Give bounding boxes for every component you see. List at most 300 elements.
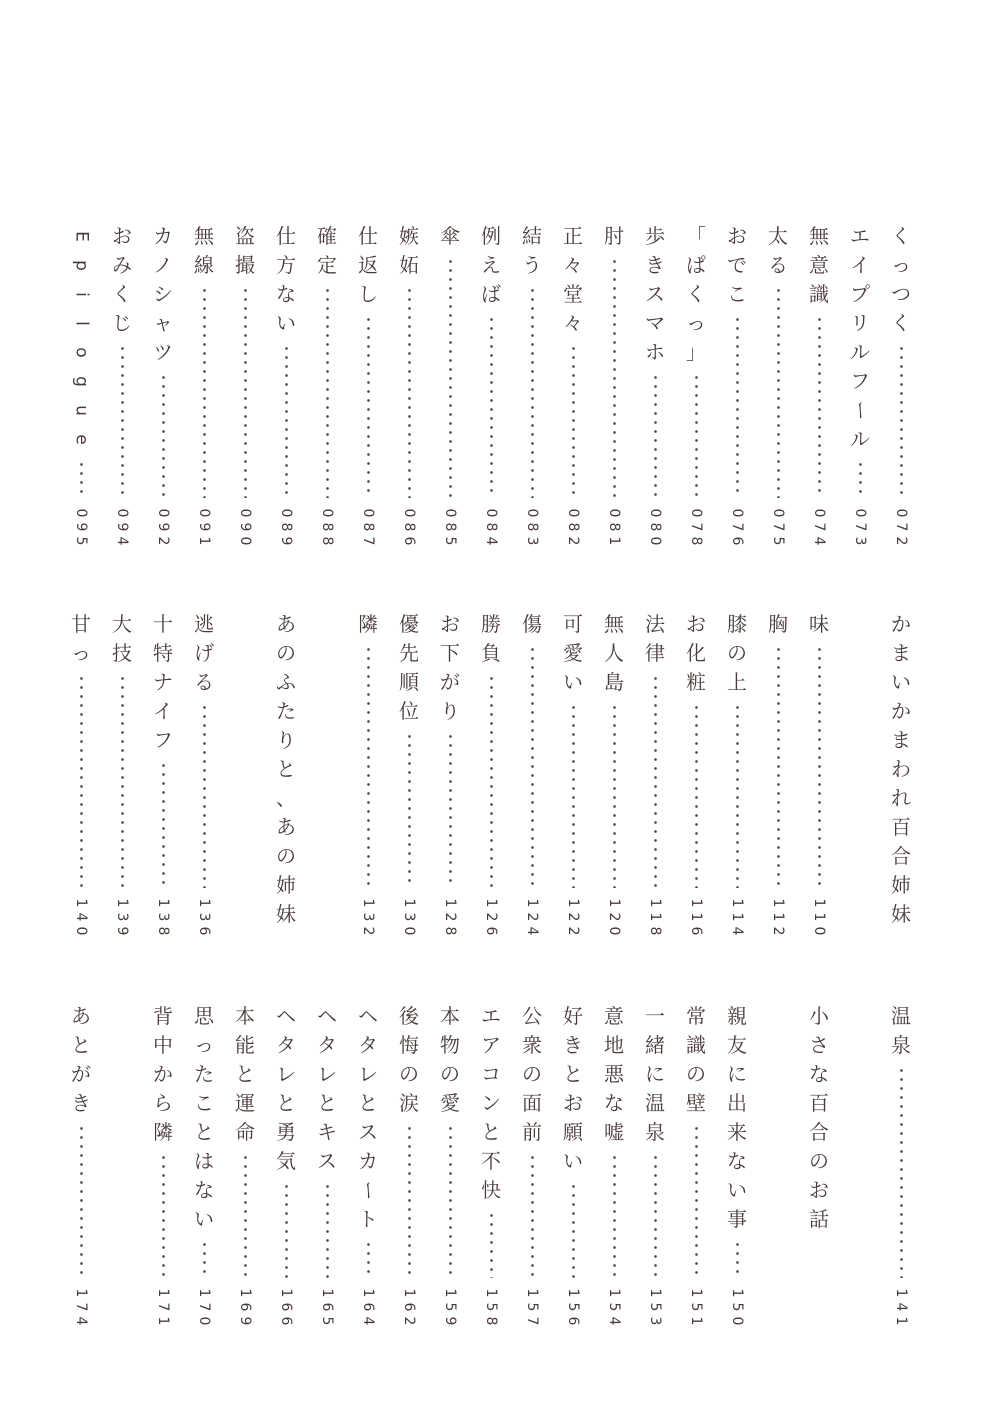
page-digit: 1 xyxy=(606,898,622,908)
page-digit: 0 xyxy=(360,508,376,518)
dot-leader xyxy=(408,286,411,498)
page-digit: 0 xyxy=(155,508,171,518)
dot-leader xyxy=(449,257,452,498)
title-char: 意 xyxy=(604,1004,624,1028)
page-digit: 1 xyxy=(155,1288,171,1298)
page-digit: 2 xyxy=(565,926,581,936)
title-char: の xyxy=(440,1062,460,1086)
page-digit: 0 xyxy=(606,926,622,936)
page-digit: 8 xyxy=(401,522,417,532)
title-char: ナ xyxy=(153,670,173,694)
title-char: 盗 xyxy=(235,224,255,248)
toc-entry xyxy=(355,222,381,548)
page-digit: 0 xyxy=(893,508,909,518)
toc-entry-title xyxy=(642,222,668,367)
dot-leader xyxy=(900,1066,903,1278)
title-char: 前 xyxy=(522,1120,542,1144)
page-number xyxy=(396,506,422,548)
page-digit: 0 xyxy=(811,508,827,518)
toc-entry-title xyxy=(109,222,135,338)
toc-entry-title xyxy=(355,1002,381,1234)
toc-entry-title xyxy=(273,610,299,929)
page-digit: 5 xyxy=(442,1302,458,1312)
page-digit: 6 xyxy=(278,1302,294,1312)
toc-entry xyxy=(888,610,914,938)
page-number xyxy=(314,1286,340,1328)
toc-entry-title xyxy=(806,222,832,309)
page-number xyxy=(68,896,94,938)
title-char: レ xyxy=(358,1062,378,1086)
page-digit: 8 xyxy=(360,522,376,532)
title-char: と xyxy=(276,757,296,781)
title-char: の xyxy=(727,641,747,665)
title-char: 律 xyxy=(645,641,665,665)
title-char: 出 xyxy=(727,1091,747,1115)
toc-entry-title xyxy=(396,610,422,726)
title-char: 正 xyxy=(563,224,583,248)
title-char: ス xyxy=(358,1120,378,1144)
title-char: 思 xyxy=(194,1004,214,1028)
toc-entry xyxy=(273,222,299,548)
title-char: 小 xyxy=(809,1004,829,1028)
title-char: 面 xyxy=(522,1091,542,1115)
page-number xyxy=(150,896,176,938)
page-digit: 2 xyxy=(483,912,499,922)
title-char: 無 xyxy=(809,224,829,248)
title-char: エ xyxy=(850,224,870,248)
page-digit: 1 xyxy=(688,1288,704,1298)
page-digit: 2 xyxy=(770,926,786,936)
title-char: い xyxy=(563,1149,583,1173)
dot-leader xyxy=(80,1124,83,1278)
page-digit: 0 xyxy=(401,926,417,936)
page-digit: 5 xyxy=(73,536,89,546)
page-number xyxy=(806,896,832,938)
dot-leader xyxy=(285,344,288,498)
title-char: 命 xyxy=(235,1120,255,1144)
page-digit: 3 xyxy=(114,912,130,922)
title-char: 先 xyxy=(399,641,419,665)
dot-leader xyxy=(531,645,534,888)
dot-leader xyxy=(613,1153,616,1278)
title-char: ャ xyxy=(153,311,173,335)
page-number xyxy=(642,506,668,548)
page-digit: 1 xyxy=(155,898,171,908)
dot-leader xyxy=(572,344,575,498)
toc-entry-title xyxy=(478,1002,504,1205)
toc-entry-title xyxy=(642,610,668,668)
page-number xyxy=(232,1286,258,1328)
title-char: 泉 xyxy=(645,1120,665,1144)
dot-leader xyxy=(613,257,616,498)
page-digit: 8 xyxy=(155,926,171,936)
title-char: 仕 xyxy=(276,224,296,248)
page-digit: 1 xyxy=(770,898,786,908)
toc-entry-title xyxy=(765,222,791,280)
page-digit: 1 xyxy=(647,898,663,908)
title-char: じ xyxy=(112,311,132,335)
title-char: 妹 xyxy=(891,902,911,926)
page-digit: 0 xyxy=(852,508,868,518)
page-digit: 1 xyxy=(319,1288,335,1298)
page-digit: 3 xyxy=(401,912,417,922)
title-char: 隣 xyxy=(153,1120,173,1144)
page-digit: 2 xyxy=(565,536,581,546)
title-char: る xyxy=(194,670,214,694)
toc-entry-title xyxy=(437,1002,463,1118)
page-digit: 6 xyxy=(278,1316,294,1326)
title-char: o xyxy=(71,347,92,358)
title-char: 大 xyxy=(112,612,132,636)
title-char: 傘 xyxy=(440,224,460,248)
page-digit: 0 xyxy=(729,508,745,518)
title-char: 特 xyxy=(153,641,173,665)
toc-entry xyxy=(109,222,135,548)
page-number xyxy=(150,506,176,548)
title-char: カ xyxy=(358,1149,378,1173)
title-char: 温 xyxy=(891,1004,911,1028)
title-char: 愛 xyxy=(440,1091,460,1115)
title-char: 仕 xyxy=(358,224,378,248)
title-char: り xyxy=(276,728,296,752)
page-digit: 1 xyxy=(606,536,622,546)
dot-leader xyxy=(818,645,821,888)
title-char: 逃 xyxy=(194,612,214,636)
title-char: 十 xyxy=(153,612,173,636)
dot-leader xyxy=(490,315,493,498)
title-char: え xyxy=(481,253,501,277)
toc-entry xyxy=(642,610,668,938)
title-char: 膝 xyxy=(727,612,747,636)
page-digit: 1 xyxy=(688,898,704,908)
dot-leader xyxy=(244,1153,247,1278)
toc-entry xyxy=(560,1002,586,1328)
toc-entry-title xyxy=(437,610,463,726)
title-char: く xyxy=(891,311,911,335)
title-char: か xyxy=(891,699,911,723)
title-char: ル xyxy=(850,340,870,364)
toc-entry xyxy=(478,222,504,548)
dot-leader xyxy=(777,286,780,498)
page-digit: 1 xyxy=(196,536,212,546)
page-digit: 1 xyxy=(565,898,581,908)
toc-entry-title xyxy=(888,610,914,929)
dot-leader xyxy=(613,703,616,888)
title-char: 勇 xyxy=(276,1120,296,1144)
toc-entry xyxy=(437,610,463,938)
title-char: の xyxy=(276,641,296,665)
title-char: 後 xyxy=(399,1004,419,1028)
page-number xyxy=(560,896,586,938)
toc-entry xyxy=(601,222,627,548)
page-digit: 1 xyxy=(196,898,212,908)
toc-block-1 xyxy=(0,222,1000,548)
title-char: こ xyxy=(727,282,747,306)
dot-leader xyxy=(162,1153,165,1278)
dot-leader xyxy=(162,373,165,498)
title-char: 百 xyxy=(891,815,911,839)
title-char: ス xyxy=(317,1149,337,1173)
toc-entry-title xyxy=(765,610,791,639)
title-char: 姉 xyxy=(276,873,296,897)
title-char: れ xyxy=(891,786,911,810)
page-digit: 2 xyxy=(524,912,540,922)
page-digit: 0 xyxy=(688,508,704,518)
toc-entry-title xyxy=(396,1002,422,1118)
page-number xyxy=(601,896,627,938)
page-digit: 0 xyxy=(606,508,622,518)
title-char: 識 xyxy=(686,1033,706,1057)
toc-entry-title xyxy=(683,1002,709,1118)
page-number xyxy=(888,506,914,548)
page-digit: 8 xyxy=(606,522,622,532)
dot-leader xyxy=(695,1124,698,1278)
page-digit: 4 xyxy=(483,536,499,546)
page-digit: 0 xyxy=(483,508,499,518)
title-char: 妬 xyxy=(399,253,419,277)
title-char: げ xyxy=(194,641,214,665)
title-char: フ xyxy=(153,728,173,752)
title-char: で xyxy=(727,253,747,277)
toc-entry xyxy=(683,222,709,548)
dot-leader xyxy=(777,645,780,888)
page-digit: 6 xyxy=(360,1302,376,1312)
page-digit: 1 xyxy=(442,898,458,908)
page-number xyxy=(765,896,791,938)
page-digit: 7 xyxy=(73,1302,89,1312)
page-digit: 1 xyxy=(73,1288,89,1298)
page-digit: 5 xyxy=(688,1302,704,1312)
toc-entry-title xyxy=(355,222,381,309)
title-char: と xyxy=(235,1062,255,1086)
title-char: 位 xyxy=(399,699,419,723)
title-char: き xyxy=(563,1033,583,1057)
dot-leader xyxy=(490,674,493,888)
page-digit: 7 xyxy=(155,1302,171,1312)
toc-entry xyxy=(314,1002,340,1328)
title-char: っ xyxy=(194,1033,214,1057)
toc-entry-title xyxy=(642,1002,668,1147)
title-char: つ xyxy=(891,282,911,306)
dot-leader xyxy=(531,1153,534,1278)
title-char: 壁 xyxy=(686,1091,706,1115)
title-char: の xyxy=(686,1062,706,1086)
title-char: の xyxy=(399,1062,419,1086)
title-char: 事 xyxy=(727,1207,747,1231)
dot-leader xyxy=(654,373,657,498)
page-digit: 6 xyxy=(483,926,499,936)
dot-leader xyxy=(695,373,698,498)
page-digit: 0 xyxy=(196,508,212,518)
title-char: あ xyxy=(276,815,296,839)
toc-entry-title xyxy=(396,222,422,280)
title-char: ン xyxy=(481,1091,501,1115)
toc-entry-title xyxy=(68,610,94,668)
title-char: ノ xyxy=(153,253,173,277)
page-number xyxy=(273,506,299,548)
dot-leader xyxy=(572,703,575,888)
dot-leader xyxy=(449,1124,452,1278)
page-number xyxy=(724,1286,750,1328)
title-char: き xyxy=(71,1091,91,1115)
title-char: ア xyxy=(481,1033,501,1057)
page-number xyxy=(355,896,381,938)
page-digit: 6 xyxy=(319,1302,335,1312)
title-char: ツ xyxy=(153,340,173,364)
title-char: 」 xyxy=(686,340,706,364)
title-char: 肘 xyxy=(604,224,624,248)
page-digit: 1 xyxy=(442,1288,458,1298)
title-char: 無 xyxy=(604,612,624,636)
page-digit: 8 xyxy=(483,522,499,532)
title-char: と xyxy=(317,1091,337,1115)
page-number xyxy=(642,1286,668,1328)
title-char: イ xyxy=(850,253,870,277)
title-char: と xyxy=(71,1033,91,1057)
dot-leader xyxy=(736,1240,739,1278)
title-char: タ xyxy=(358,1033,378,1057)
page-digit: 4 xyxy=(811,536,827,546)
title-char: 無 xyxy=(194,224,214,248)
page-digit: 7 xyxy=(688,522,704,532)
title-char: 運 xyxy=(235,1091,255,1115)
title-char: る xyxy=(768,253,788,277)
title-char: い xyxy=(276,311,296,335)
page-number xyxy=(683,506,709,548)
page-number xyxy=(437,896,463,938)
page-digit: 4 xyxy=(729,926,745,936)
page-digit: 1 xyxy=(811,898,827,908)
title-char: i xyxy=(71,292,92,297)
title-char: あ xyxy=(276,612,296,636)
toc-entry xyxy=(724,222,750,548)
page-digit: 1 xyxy=(237,1288,253,1298)
toc-block-2 xyxy=(0,610,1000,938)
title-char: こ xyxy=(194,1091,214,1115)
toc-entry-title xyxy=(888,1002,914,1060)
title-char: っ xyxy=(686,311,706,335)
page-digit: 1 xyxy=(360,1288,376,1298)
title-char: な xyxy=(276,282,296,306)
page-digit: 4 xyxy=(360,1316,376,1326)
toc-entry xyxy=(191,1002,217,1328)
toc-entry xyxy=(560,222,586,548)
page-number xyxy=(519,896,545,938)
title-char: レ xyxy=(317,1062,337,1086)
page-digit: 4 xyxy=(524,926,540,936)
dot-leader xyxy=(326,286,329,498)
page-number xyxy=(109,506,135,548)
page-digit: 4 xyxy=(114,536,130,546)
title-char: ぱ xyxy=(686,253,706,277)
toc-entry xyxy=(683,610,709,938)
title-char: 常 xyxy=(686,1004,706,1028)
toc-entry-title xyxy=(806,1002,832,1234)
page-digit: 9 xyxy=(278,536,294,546)
title-char: 優 xyxy=(399,612,419,636)
page-digit: 2 xyxy=(442,912,458,922)
toc-entry-title xyxy=(314,1002,340,1176)
title-char: 定 xyxy=(317,253,337,277)
toc-entry xyxy=(396,1002,422,1328)
title-char: っ xyxy=(71,641,91,665)
page-digit: 8 xyxy=(442,522,458,532)
dot-leader xyxy=(285,1182,288,1278)
page-digit: 1 xyxy=(73,898,89,908)
page-number xyxy=(888,1286,914,1328)
dot-leader xyxy=(80,460,83,498)
page-digit: 5 xyxy=(524,1302,540,1312)
page-number xyxy=(519,506,545,548)
page-digit: 2 xyxy=(606,912,622,922)
toc-entry xyxy=(191,610,217,938)
page-number xyxy=(601,506,627,548)
title-char: か xyxy=(153,1062,173,1086)
title-char: く xyxy=(686,282,706,306)
title-char: 愛 xyxy=(563,641,583,665)
title-char: ス xyxy=(645,282,665,306)
toc-entry-title xyxy=(724,1002,750,1234)
toc-entry xyxy=(68,610,94,938)
title-char: 粧 xyxy=(686,670,706,694)
title-char: 歩 xyxy=(645,224,665,248)
toc-entry xyxy=(519,1002,545,1328)
page-number xyxy=(724,896,750,938)
title-char: 中 xyxy=(153,1033,173,1057)
page-number xyxy=(68,1286,94,1328)
title-char: に xyxy=(727,1062,747,1086)
page-digit: 6 xyxy=(401,1302,417,1312)
toc-entry-title xyxy=(806,610,832,639)
title-char: お xyxy=(686,612,706,636)
dot-leader xyxy=(736,315,739,498)
title-char: ー xyxy=(356,1180,381,1201)
page-digit: 1 xyxy=(688,912,704,922)
toc-entry-title xyxy=(683,610,709,697)
page-digit: 1 xyxy=(606,1288,622,1298)
page-number xyxy=(191,506,217,548)
page-digit: 8 xyxy=(278,522,294,532)
title-char: 順 xyxy=(399,670,419,694)
toc-entry xyxy=(314,222,340,548)
title-char: た xyxy=(194,1062,214,1086)
page-number xyxy=(724,506,750,548)
page-digit: 3 xyxy=(524,536,540,546)
title-char: お xyxy=(563,1091,583,1115)
title-char: 姉 xyxy=(891,873,911,897)
title-char: 友 xyxy=(727,1033,747,1057)
title-char: 意 xyxy=(809,253,829,277)
title-char: キ xyxy=(317,1120,337,1144)
page-digit: 8 xyxy=(483,1316,499,1326)
page-digit: 7 xyxy=(811,522,827,532)
title-char: 本 xyxy=(235,1004,255,1028)
page-digit: 9 xyxy=(114,926,130,936)
page-digit: 9 xyxy=(73,522,89,532)
toc-entry xyxy=(847,222,873,548)
dot-leader xyxy=(572,1182,575,1278)
page-digit: 2 xyxy=(401,1316,417,1326)
page-number xyxy=(478,1286,504,1328)
page-number xyxy=(478,506,504,548)
title-char: フ xyxy=(850,369,870,393)
title-char: な xyxy=(194,1178,214,1202)
title-char: 々 xyxy=(563,311,583,335)
dot-leader xyxy=(326,1182,329,1278)
title-char: 嘘 xyxy=(604,1120,624,1144)
page-digit: 0 xyxy=(73,508,89,518)
toc-entry-title xyxy=(560,610,586,697)
